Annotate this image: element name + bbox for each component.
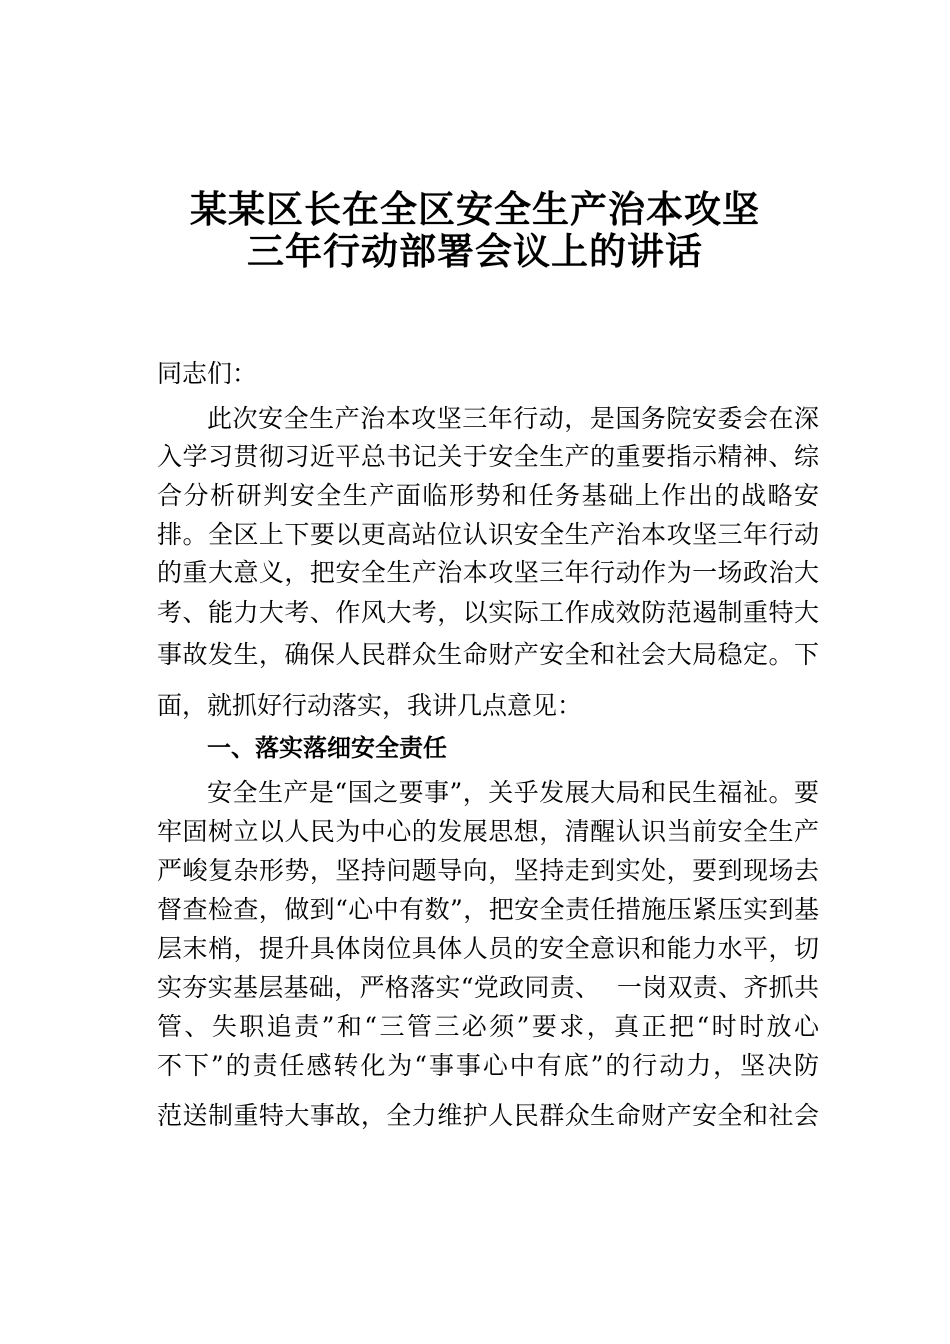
paragraph-line: 排。全区上下要以更高站位认识安全生产治本攻坚三年行动 bbox=[157, 520, 819, 549]
document-title-line-1: 某某区长在全区安全生产治本攻坚 bbox=[190, 188, 760, 231]
paragraph-line: 面，就抓好行动落实，我讲几点意见： bbox=[157, 691, 583, 720]
paragraph-line: 考、能力大考、作风大考，以实际工作成效防范遏制重特大 bbox=[157, 598, 819, 627]
section-heading: 一、落实落细安全责任 bbox=[207, 734, 447, 762]
paragraph-line: 事故发生，确保人民群众生命财产安全和社会大局稳定。下 bbox=[157, 640, 819, 669]
paragraph-line: 此次安全生产治本攻坚三年行动，是国务院安委会在深 bbox=[207, 404, 819, 433]
paragraph-line: 的重大意义，把安全生产治本攻坚三年行动作为一场政治大 bbox=[157, 558, 819, 587]
paragraph-line: 入学习贯彻习近平总书记关于安全生产的重要指示精神、综 bbox=[157, 442, 819, 471]
paragraph-line: 督查检查，做到“心中有数”，把安全责任措施压紧压实到基 bbox=[157, 895, 819, 924]
paragraph-line: 严峻复杂形势，坚持问题导向，坚持走到实处，要到现场去 bbox=[157, 856, 819, 885]
paragraph-line: 合分析研判安全生产面临形势和任务基础上作出的战略安 bbox=[157, 481, 819, 510]
paragraph-line: 层末梢，提升具体岗位具体人员的安全意识和能力水平，切 bbox=[157, 934, 819, 963]
paragraph-line: 范送制重特大事故，全力维护人民群众生命财产安全和社会 bbox=[157, 1101, 819, 1130]
document-title-line-2: 三年行动部署会议上的讲话 bbox=[247, 230, 703, 273]
salutation: 同志们： bbox=[157, 359, 258, 388]
paragraph-line: 安全生产是“国之要事”，关乎发展大局和民生福祉。要 bbox=[207, 778, 819, 807]
paragraph-line: 管、失职追责”和“三管三必须”要求，真正把“时时放心 bbox=[157, 1012, 819, 1041]
paragraph-line: 不下”的责任感转化为“事事心中有底”的行动力，坚决防 bbox=[157, 1051, 819, 1080]
paragraph-line: 实夯实基层基础，严格落实“党政同责、 一岗双责、齐抓共 bbox=[157, 973, 819, 1002]
paragraph-line: 牢固树立以人民为中心的发展思想，清醒认识当前安全生产 bbox=[157, 817, 819, 846]
